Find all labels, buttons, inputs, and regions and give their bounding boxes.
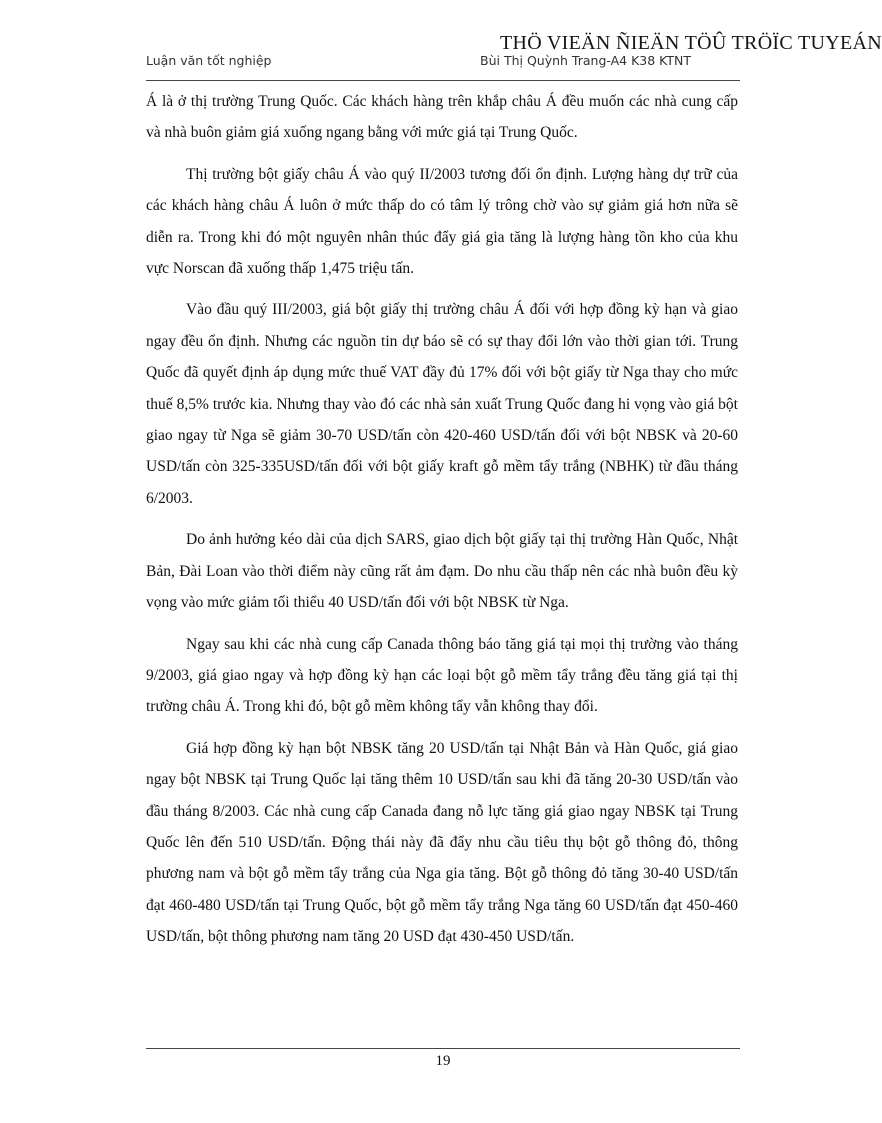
document-header-right: Bùi Thị Quỳnh Trang-A4 K38 KTNT bbox=[480, 53, 692, 68]
footer-divider bbox=[146, 1048, 740, 1049]
document-header-left: Luận văn tốt nghiệp bbox=[146, 53, 272, 68]
page-number: 19 bbox=[435, 1053, 451, 1069]
header-divider bbox=[146, 80, 740, 81]
paragraph-q3-market: Vào đầu quý III/2003, giá bột giấy thị trường châu Á đối với hợp đồng kỳ hạn và giao ngay đều ổn định. Nhưng các nguồn tin dự báo sẽ có sự thay đổi lớn vào thời gian tới. Trung Quốc đã quyết định áp dụng mức thuế VAT đầy đủ 17% đối với bột giấy từ Nga thay cho mức thuế 8,5% trước kia. Nhưng thay vào đó các nhà sản xuất Trung Quốc đang hi vọng vào giá bột giao ngay từ Nga sẽ giảm 30-70 USD/tấn còn 420-460 USD/tấn đối với bột NBSK và 20-60 USD/tấn còn 325-335USD/tấn đối với bột giấy kraft gỗ mềm tẩy trắng (NBHK) từ đầu tháng 6/2003. bbox=[146, 301, 738, 507]
body-text bbox=[146, 86, 738, 953]
paragraph-canada-price: Ngay sau khi các nhà cung cấp Canada thông báo tăng giá tại mọi thị trường vào tháng 9/2003, giá giao ngay và hợp đồng kỳ hạn các loại bột gỗ mềm tẩy trắng đều tăng giá tại thị trường châu Á. Trong khi đó, bột gỗ mềm không tẩy vẫn không thay đổi. bbox=[146, 635, 738, 716]
paragraph-nbsk-prices: Giá hợp đồng kỳ hạn bột NBSK tăng 20 USD/tấn tại Nhật Bản và Hàn Quốc, giá giao ngay bột NBSK tại Trung Quốc lại tăng thêm 10 USD/tấn sau khi đã tăng 20-30 USD/tấn vào đầu tháng 8/2003. Các nhà cung cấp Canada đang nỗ lực tăng giá giao ngay NBSK tại Trung Quốc lên đến 510 USD/tấn. Động thái này đã đẩy nhu cầu tiêu thụ bột gỗ thông đỏ, thông phương nam và bột gỗ mềm tẩy trắng của Nga gia tăng. Bột gỗ thông đỏ tăng 30-40 USD/tấn đạt 460-480 USD/tấn tại Trung Quốc, bột gỗ mềm tẩy trắng Nga tăng 60 USD/tấn đạt 450-460 USD/tấn, bột thông phương nam tăng 20 USD đạt 430-450 USD/tấn. bbox=[146, 739, 738, 946]
paragraph-continuation: Á là ở thị trường Trung Quốc. Các khách hàng trên khắp châu Á đều muốn các nhà cung cấp và nhà buôn giảm giá xuống ngang bằng với mức giá tại Trung Quốc. bbox=[146, 93, 738, 142]
paragraph-sars-impact: Do ảnh hưởng kéo dài của dịch SARS, giao dịch bột giấy tại thị trường Hàn Quốc, Nhật Bản, Đài Loan vào thời điểm này cũng rất ảm đạm. Do nhu cầu thấp nên các nhà buôn đều kỳ vọng vào mức giảm tối thiểu 40 USD/tấn đối với bột NBSK từ Nga. bbox=[146, 531, 738, 612]
site-watermark: THÖ VIEÄN ÑIEÄN TÖÛ TRÖÏC TUYEÁN bbox=[500, 32, 882, 54]
paragraph-q2-market: Thị trường bột giấy châu Á vào quý II/2003 tương đối ổn định. Lượng hàng dự trữ của các khách hàng châu Á luôn ở mức thấp do có tâm lý trông chờ vào sự giảm giá hơn nữa sẽ diễn ra. Trong khi đó một nguyên nhân thúc đẩy giá gia tăng là lượng hàng tồn kho của khu vực Norscan đã xuống thấp 1,475 triệu tấn. bbox=[146, 165, 738, 278]
